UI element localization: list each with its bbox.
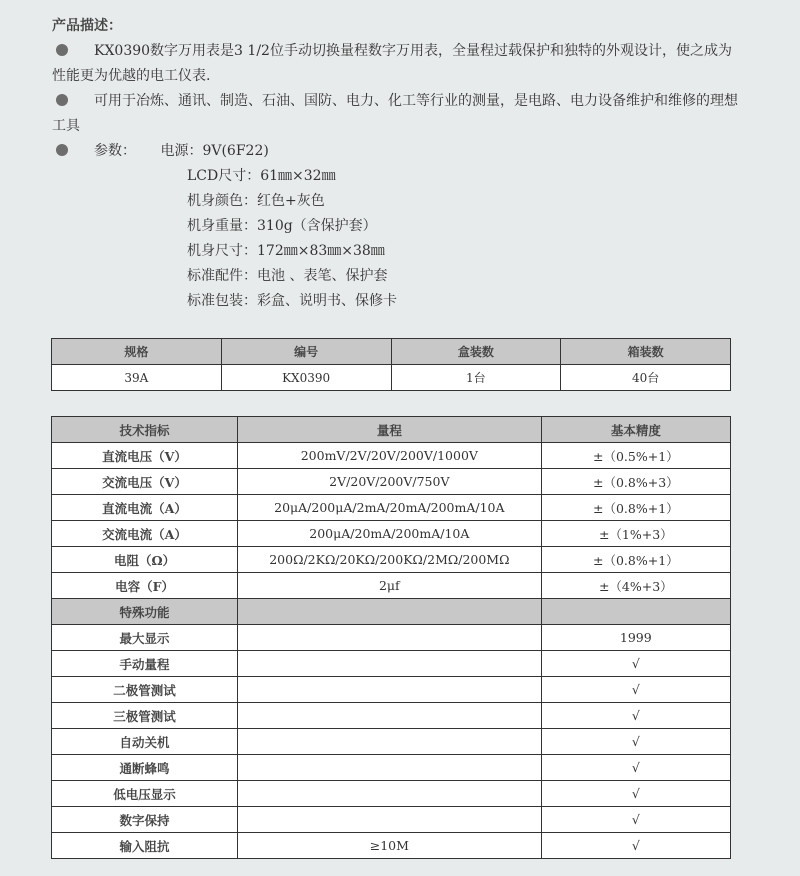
- cell-accuracy: ±（1%+3）: [541, 521, 730, 547]
- special-functions-header: 特殊功能: [52, 599, 238, 625]
- param-power: 电源：9V(6F22): [160, 143, 269, 159]
- check-icon: √: [541, 651, 730, 677]
- cell-range: [238, 651, 542, 677]
- special-header-empty: [541, 599, 730, 625]
- params-block: [52, 139, 742, 164]
- cell-range: ≥10M: [238, 833, 542, 859]
- param-packaging: 标准包装：彩盒、说明书、保修卡: [187, 293, 397, 309]
- header-carton-qty: 箱装数: [561, 339, 731, 365]
- header-box-qty: 盒装数: [391, 339, 561, 365]
- spec-table: [51, 338, 731, 391]
- cell-function: 三极管测试: [52, 703, 238, 729]
- param-size: 机身尺寸：172㎜×83㎜×38㎜: [187, 243, 385, 259]
- cell-range: 20μA/200μA/2mA/20mA/200mA/10A: [238, 495, 542, 521]
- cell-indicator: 电容（F）: [52, 573, 238, 599]
- header-spec: 规格: [52, 339, 222, 365]
- cell-indicator: 电阻（Ω）: [52, 547, 238, 573]
- cell-box-qty: 1台: [391, 365, 561, 391]
- table-row: [52, 573, 731, 599]
- table-row: [52, 703, 731, 729]
- table-row: [52, 729, 731, 755]
- table-row: [52, 365, 731, 391]
- cell-spec: 39A: [52, 365, 222, 391]
- params-list: [187, 164, 742, 314]
- cell-range: [238, 755, 542, 781]
- cell-range: [238, 703, 542, 729]
- cell-indicator: 直流电流（A）: [52, 495, 238, 521]
- param-lcd: LCD尺寸：61㎜×32㎜: [187, 168, 336, 184]
- table-row: [52, 443, 731, 469]
- cell-function: 二极管测试: [52, 677, 238, 703]
- header-accuracy: 基本精度: [541, 417, 730, 443]
- cell-indicator: 直流电压（V）: [52, 443, 238, 469]
- cell-range: 200Ω/2KΩ/20KΩ/200KΩ/2MΩ/200MΩ: [238, 547, 542, 573]
- bullet-icon: [56, 144, 68, 156]
- param-color: 机身颜色：红色+灰色: [187, 193, 325, 209]
- param-weight: 机身重量：310g（含保护套）: [187, 218, 377, 234]
- cell-code: KX0390: [221, 365, 391, 391]
- cell-range: [238, 729, 542, 755]
- cell-range: 200mV/2V/20V/200V/1000V: [238, 443, 542, 469]
- cell-accuracy: ±（4%+3）: [541, 573, 730, 599]
- header-code: 编号: [221, 339, 391, 365]
- tech-table: [51, 416, 731, 859]
- table-row: [52, 781, 731, 807]
- check-icon: √: [541, 807, 730, 833]
- cell-accuracy: ±（0.8%+1）: [541, 547, 730, 573]
- header-indicator: 技术指标: [52, 417, 238, 443]
- table-row: [52, 495, 731, 521]
- cell-range: 2V/20V/200V/750V: [238, 469, 542, 495]
- table-row: [52, 469, 731, 495]
- table-row: [52, 625, 731, 651]
- table-row: [52, 547, 731, 573]
- description-paragraph-2: 可用于冶炼、通讯、制造、石油、国防、电力、化工等行业的测量，是电路、电力设备维护和维修的理想工具: [52, 93, 738, 134]
- bullet-icon: [56, 94, 68, 106]
- cell-function: 数字保持: [52, 807, 238, 833]
- cell-range: 2μf: [238, 573, 542, 599]
- description-title: 产品描述：: [52, 18, 122, 34]
- cell-range: [238, 807, 542, 833]
- cell-function: 通断蜂鸣: [52, 755, 238, 781]
- product-description: [52, 14, 742, 314]
- special-header-empty: [238, 599, 542, 625]
- cell-carton-qty: 40台: [561, 365, 731, 391]
- cell-accuracy: ±（0.5%+1）: [541, 443, 730, 469]
- table-row: [52, 521, 731, 547]
- bullet-icon: [56, 44, 68, 56]
- cell-accuracy: ±（0.8%+1）: [541, 495, 730, 521]
- check-icon: √: [541, 781, 730, 807]
- check-icon: √: [541, 703, 730, 729]
- check-icon: √: [541, 833, 730, 859]
- cell-function: 手动量程: [52, 651, 238, 677]
- cell-range: [238, 625, 542, 651]
- cell-function: 自动关机: [52, 729, 238, 755]
- cell-range: [238, 781, 542, 807]
- params-label: 参数：: [94, 143, 136, 159]
- table-row: [52, 755, 731, 781]
- table-row: [52, 651, 731, 677]
- table-header-row: [52, 417, 731, 443]
- special-header-row: [52, 599, 731, 625]
- cell-indicator: 交流电流（A）: [52, 521, 238, 547]
- description-paragraph-1: KX0390数字万用表是3 1/2位手动切换量程数字万用表，全量程过载保护和独特的外观设计，使之成为性能更为优越的电工仪表.: [52, 43, 732, 84]
- cell-accuracy: ±（0.8%+3）: [541, 469, 730, 495]
- check-icon: √: [541, 677, 730, 703]
- cell-value: 1999: [541, 625, 730, 651]
- header-range: 量程: [238, 417, 542, 443]
- cell-function: 低电压显示: [52, 781, 238, 807]
- cell-indicator: 交流电压（V）: [52, 469, 238, 495]
- table-row: [52, 807, 731, 833]
- cell-range: [238, 677, 542, 703]
- table-header-row: [52, 339, 731, 365]
- check-icon: √: [541, 755, 730, 781]
- table-row: [52, 677, 731, 703]
- cell-range: 200μA/20mA/200mA/10A: [238, 521, 542, 547]
- table-row: [52, 833, 731, 859]
- check-icon: √: [541, 729, 730, 755]
- cell-function: 最大显示: [52, 625, 238, 651]
- param-accessories: 标准配件：电池 、表笔、保护套: [187, 268, 388, 284]
- cell-function: 输入阻抗: [52, 833, 238, 859]
